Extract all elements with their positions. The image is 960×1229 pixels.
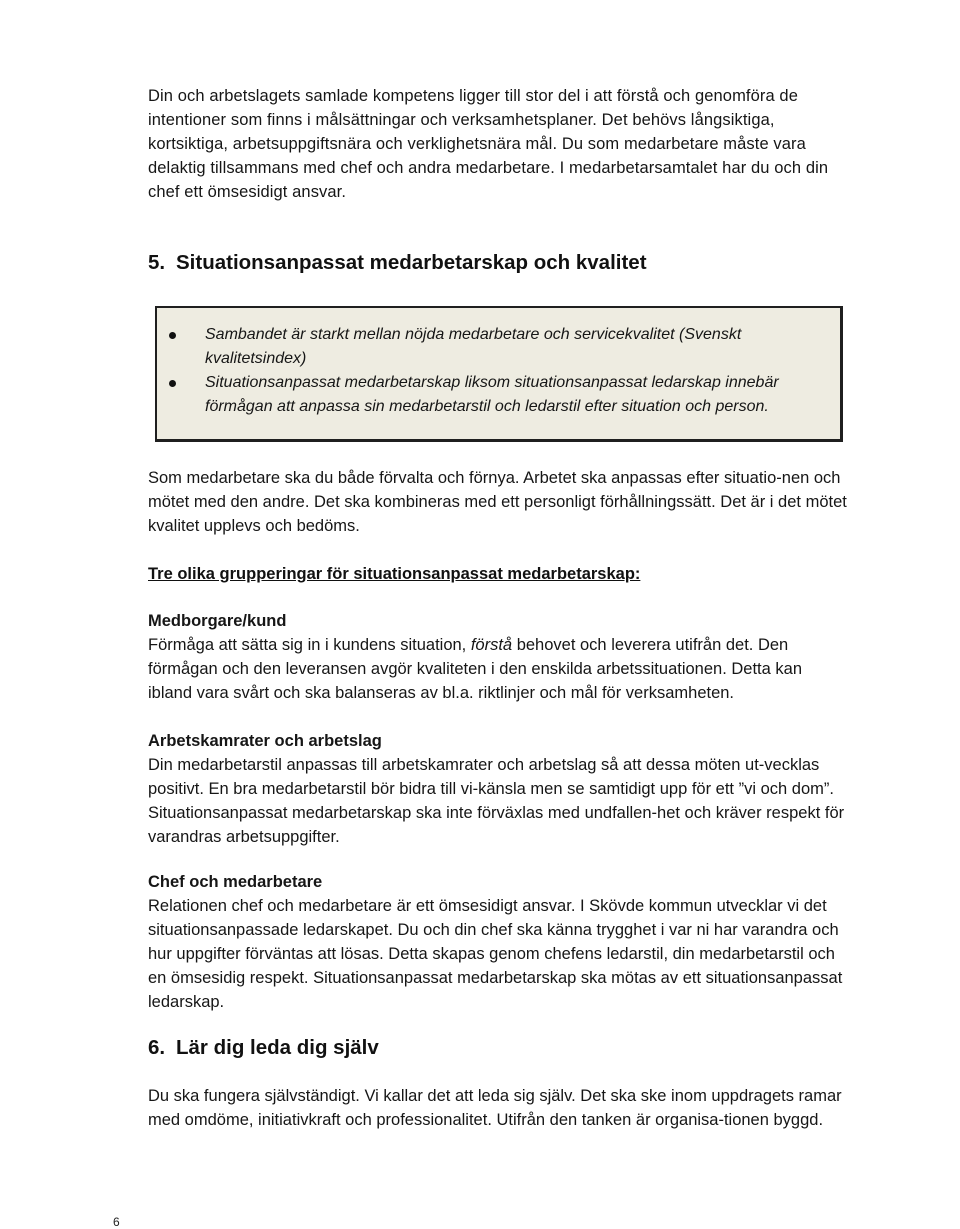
section-6-title: Lär dig leda dig själv [176, 1036, 379, 1059]
bullet-icon [169, 332, 176, 339]
group-text-part: behovet och leverera utifrån det. Den förmågan och den leveransen avgör kvaliteten i den enskilda arbetssituationen. Detta kan ibland vara svårt och ska balanseras av bl.a. riktlinjer och mål för verksamheten. [148, 636, 802, 702]
leda-paragraph: Du ska fungera självständigt. Vi kallar det att leda sig själv. Det ska ske inom uppdragets ramar med omdöme, initiativkraft och professionalitet. Utifrån den tanken är organisa-tionen byggd. [148, 1087, 842, 1129]
page-number: 6 [113, 1215, 120, 1229]
section-5-heading [148, 250, 647, 276]
group-text: Din medarbetarstil anpassas till arbetskamrater och arbetslag så att dessa möten ut-vecklas positivt. En bra medarbetarstil bör bidra till vi-känsla men se samtidigt upp för ett ”vi och dom”. Situationsanpassat medarbetarskap ska inte förväxlas med undfallen-het och kräver respekt för varandras arbetsuppgifter. [148, 756, 845, 846]
group-chef [148, 870, 848, 1014]
highlight-box [155, 306, 843, 442]
group-text [148, 636, 802, 702]
section-5-title: Situationsanpassat medarbetarskap och kvalitet [176, 251, 647, 274]
group-text-part: Förmåga att sätta sig in i kundens situation, [148, 636, 471, 654]
section-5-number: 5. [148, 251, 166, 274]
som-paragraph: Som medarbetare ska du både förvalta och förnya. Arbetet ska anpassas efter situatio-nen och mötet med den andre. Det ska kombineras med ett personligt förhållningssätt. Det är i det mötet kvalitet upplevs och bedöms. [148, 469, 847, 535]
highlight-bullet-item [205, 323, 845, 371]
group-title: Chef och medarbetare [148, 873, 323, 891]
group-text-emphasis: förstå [470, 636, 513, 654]
group-title: Medborgare/kund [148, 612, 287, 630]
group-title: Arbetskamrater och arbetslag [148, 732, 382, 750]
highlight-bullet-item [205, 371, 845, 419]
bullet-text: Situationsanpassat medarbetarskap liksom situationsanpassat ledarskap innebär förmågan att anpassa sin medarbetarstil och ledarstil efter situation och person. [205, 374, 779, 415]
group-text: Relationen chef och medarbetare är ett ömsesidigt ansvar. I Skövde kommun utvecklar vi det situationsanpassade ledarskapet. Du och din chef ska känna trygghet i var ni har varandra och hur uppgifter förväntas att lösas. Detta skapas genom chefens ledarstil, din medarbetarstil och en ömsesidig respekt. Situationsanpassat medarbetarskap ska mötas av ett situationsanpassat ledarskap. [148, 897, 843, 1011]
group-medborgare [148, 609, 848, 705]
groupings-heading: Tre olika grupperingar för situationsanpassat medarbetarskap: [148, 565, 641, 583]
group-arbetskamrater [148, 729, 848, 849]
section-6-number: 6. [148, 1036, 166, 1059]
bullet-text: Sambandet är starkt mellan nöjda medarbetare och servicekvalitet (Svenskt kvalitetsindex) [205, 326, 742, 367]
bullet-icon [169, 380, 176, 387]
intro-paragraph: Din och arbetslagets samlade kompetens ligger till stor del i att förstå och genomföra de intentioner som finns i målsättningar och verksamhetsplaner. Det behövs långsiktiga, kortsiktiga, arbetsuppgiftsnära och verklighetsnära mål. Du som medarbetare måste vara delaktig tillsammans med chef och andra medarbetare. I medarbetarsamtalet har du och din chef ett ömsesidigt ansvar. [148, 87, 829, 201]
section-6-heading [148, 1035, 379, 1061]
